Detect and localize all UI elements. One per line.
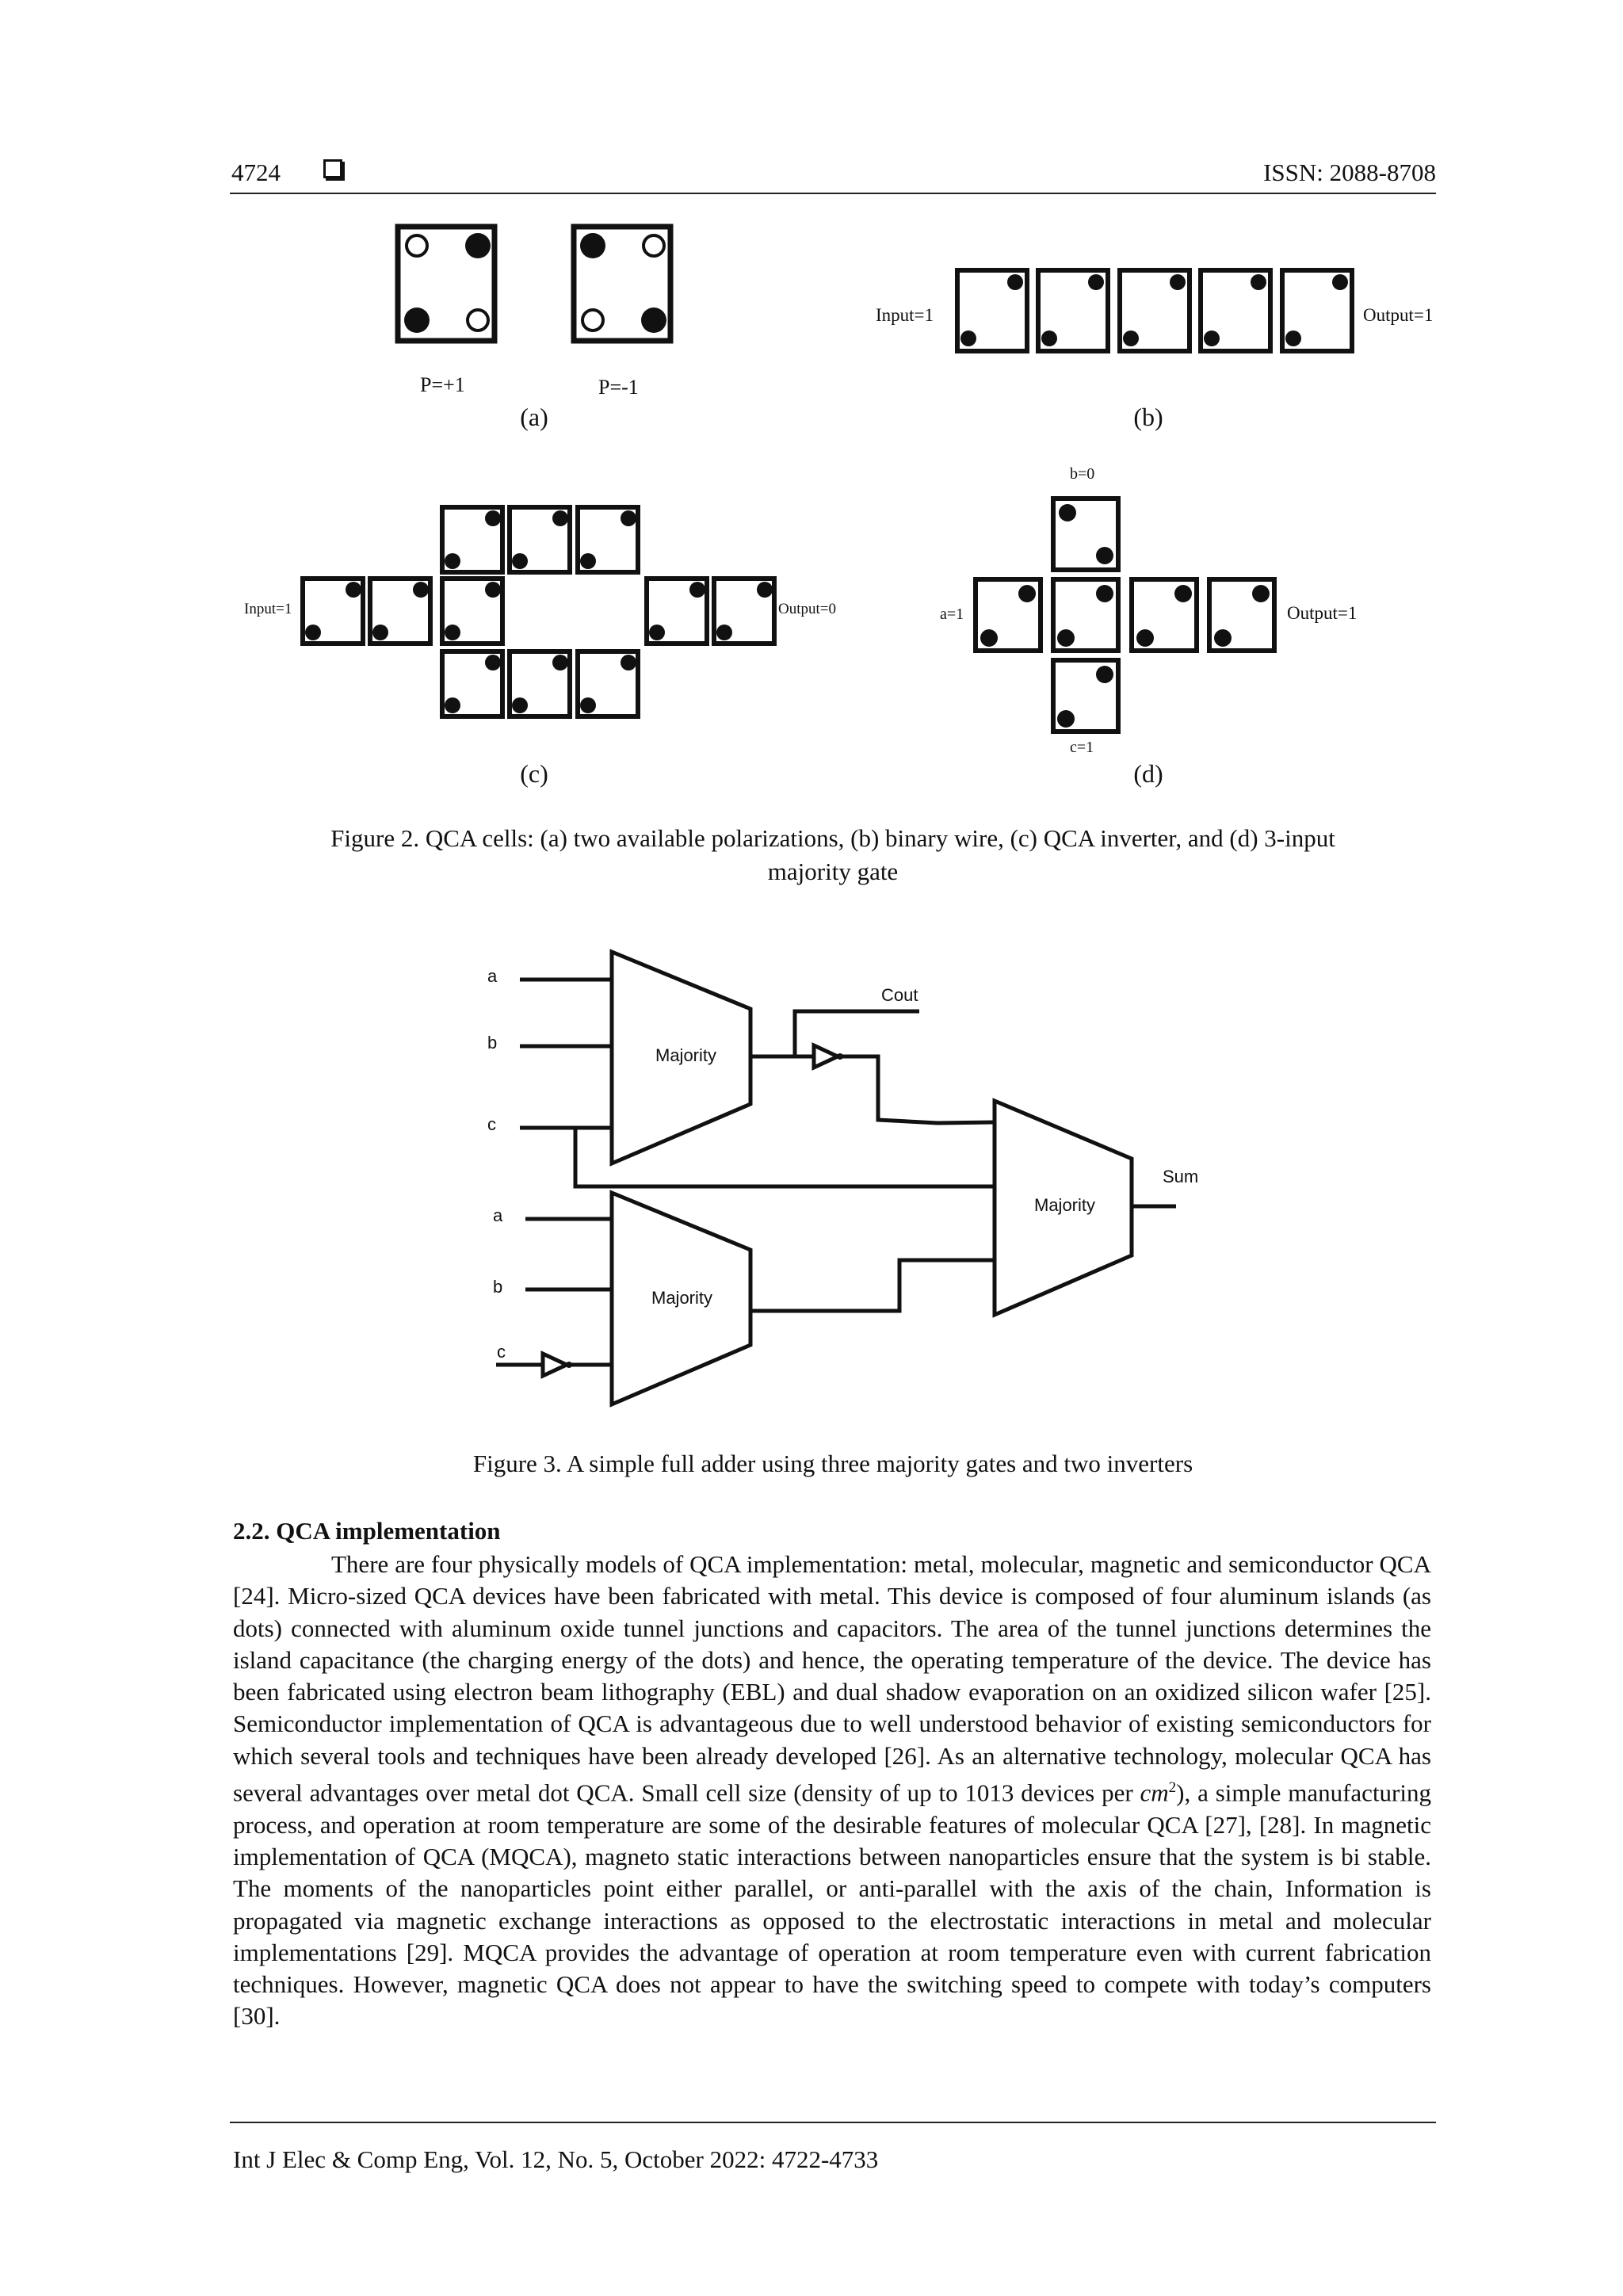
section-heading: 2.2. QCA implementation: [233, 1517, 501, 1545]
label-d-a: a=1: [940, 606, 964, 623]
fa-input-c-top: c: [487, 1114, 496, 1134]
label-p-minus: P=-1: [598, 376, 639, 399]
figure3-full-adder: [0, 935, 1623, 1411]
unit-cm: cm: [1140, 1778, 1169, 1807]
fa-input-b-top: b: [487, 1033, 498, 1052]
majority-label-right: Majority: [1034, 1195, 1096, 1215]
section-body: [233, 1549, 1431, 2033]
label-b-output: Output=1: [1363, 305, 1434, 325]
label-c-input: Input=1: [244, 601, 292, 617]
footer-citation: Int J Elec & Comp Eng, Vol. 12, No. 5, October 2022: 4722-4733: [233, 2145, 879, 2173]
figure2-caption: [230, 822, 1436, 888]
majority-label-top: Majority: [655, 1045, 717, 1065]
paragraph-text-part2: ), a simple manufacturing process, and operation at room temperature are some of the desirable features of molecular QCA [27], [28]. In magnetic implementation of QCA (MQCA), magneto static interactions between nanoparticles ensure that the system is bi stable. The moments of the nanoparticles point either parallel, or anti-parallel with the axis of the chain, Information is propagated via magnetic exchange interactions as opposed to the electrostatic interactions in metal and molecular implementations [29]. MQCA provides the advantage of operation at room temperature even with current fabrication techniques. However, magnetic QCA does not appear to have the switching speed to compete with today’s computers [30].: [233, 1778, 1431, 2030]
label-d-output: Output=1: [1287, 603, 1358, 623]
label-d-c: c=1: [1070, 739, 1094, 756]
label-p-plus: P=+1: [420, 373, 465, 396]
figure3-caption: Figure 3. A simple full adder using three majority gates and two inverters: [472, 1450, 1193, 1477]
subfig-d-label: (d): [1133, 759, 1163, 788]
subfig-b-label: (b): [1133, 403, 1163, 431]
page-number: 4724: [231, 159, 281, 186]
figure2-qca-cells: [0, 0, 1623, 800]
cout-label: Cout: [881, 985, 918, 1005]
subfig-a-label: (a): [520, 403, 548, 431]
fa-input-a-bottom: a: [493, 1205, 503, 1225]
superscript-2: 2: [1168, 1779, 1177, 1797]
label-d-b: b=0: [1070, 465, 1095, 483]
journal-issn: ISSN: 2088-8708: [1263, 159, 1436, 186]
fa-input-c-bottom: c: [497, 1342, 506, 1362]
fa-input-a-top: a: [487, 966, 498, 986]
figure2-caption-line1: Figure 2. QCA cells: (a) two available polarizations, (b) binary wire, (c) QCA inverter, and (d) 3-input: [330, 824, 1335, 852]
panel-c-cells: [303, 507, 774, 716]
panel-d-cells: [976, 499, 1274, 732]
paragraph: [233, 1549, 1431, 2033]
paragraph-text-part1: There are four physically models of QCA implementation: metal, molecular, magnetic and semiconductor QCA [24]. Micro-sized QCA devices have been fabricated with metal. This device is composed of four aluminum islands (as dots) connected with aluminum oxide tunnel junctions and capacitors. The area of the tunnel junctions determines the island capacitance (the charging energy of the dots) and hence, the operating temperature of the device. The device has been fabricated using electron beam lithography (EBL) and dual shadow evaporation on an oxidized silicon wafer [25]. Semiconductor implementation of QCA is advantageous due to well understood behavior of existing semiconductors for which several tools and techniques have been already developed [26]. As an alternative technology, molecular QCA has several advantages over metal dot QCA. Small cell size (density of up to 1013 devices per: [233, 1550, 1431, 1807]
panel-a-dots: [404, 233, 666, 333]
subfig-c-label: (c): [520, 759, 548, 788]
fa-input-b-bottom: b: [493, 1277, 503, 1297]
figure2-caption-line2: majority gate: [767, 858, 899, 885]
footer-rule: [230, 2122, 1436, 2123]
sum-label: Sum: [1163, 1167, 1199, 1186]
label-c-output: Output=0: [778, 601, 836, 617]
label-b-input: Input=1: [876, 305, 934, 325]
majority-label-bottom: Majority: [651, 1288, 713, 1308]
